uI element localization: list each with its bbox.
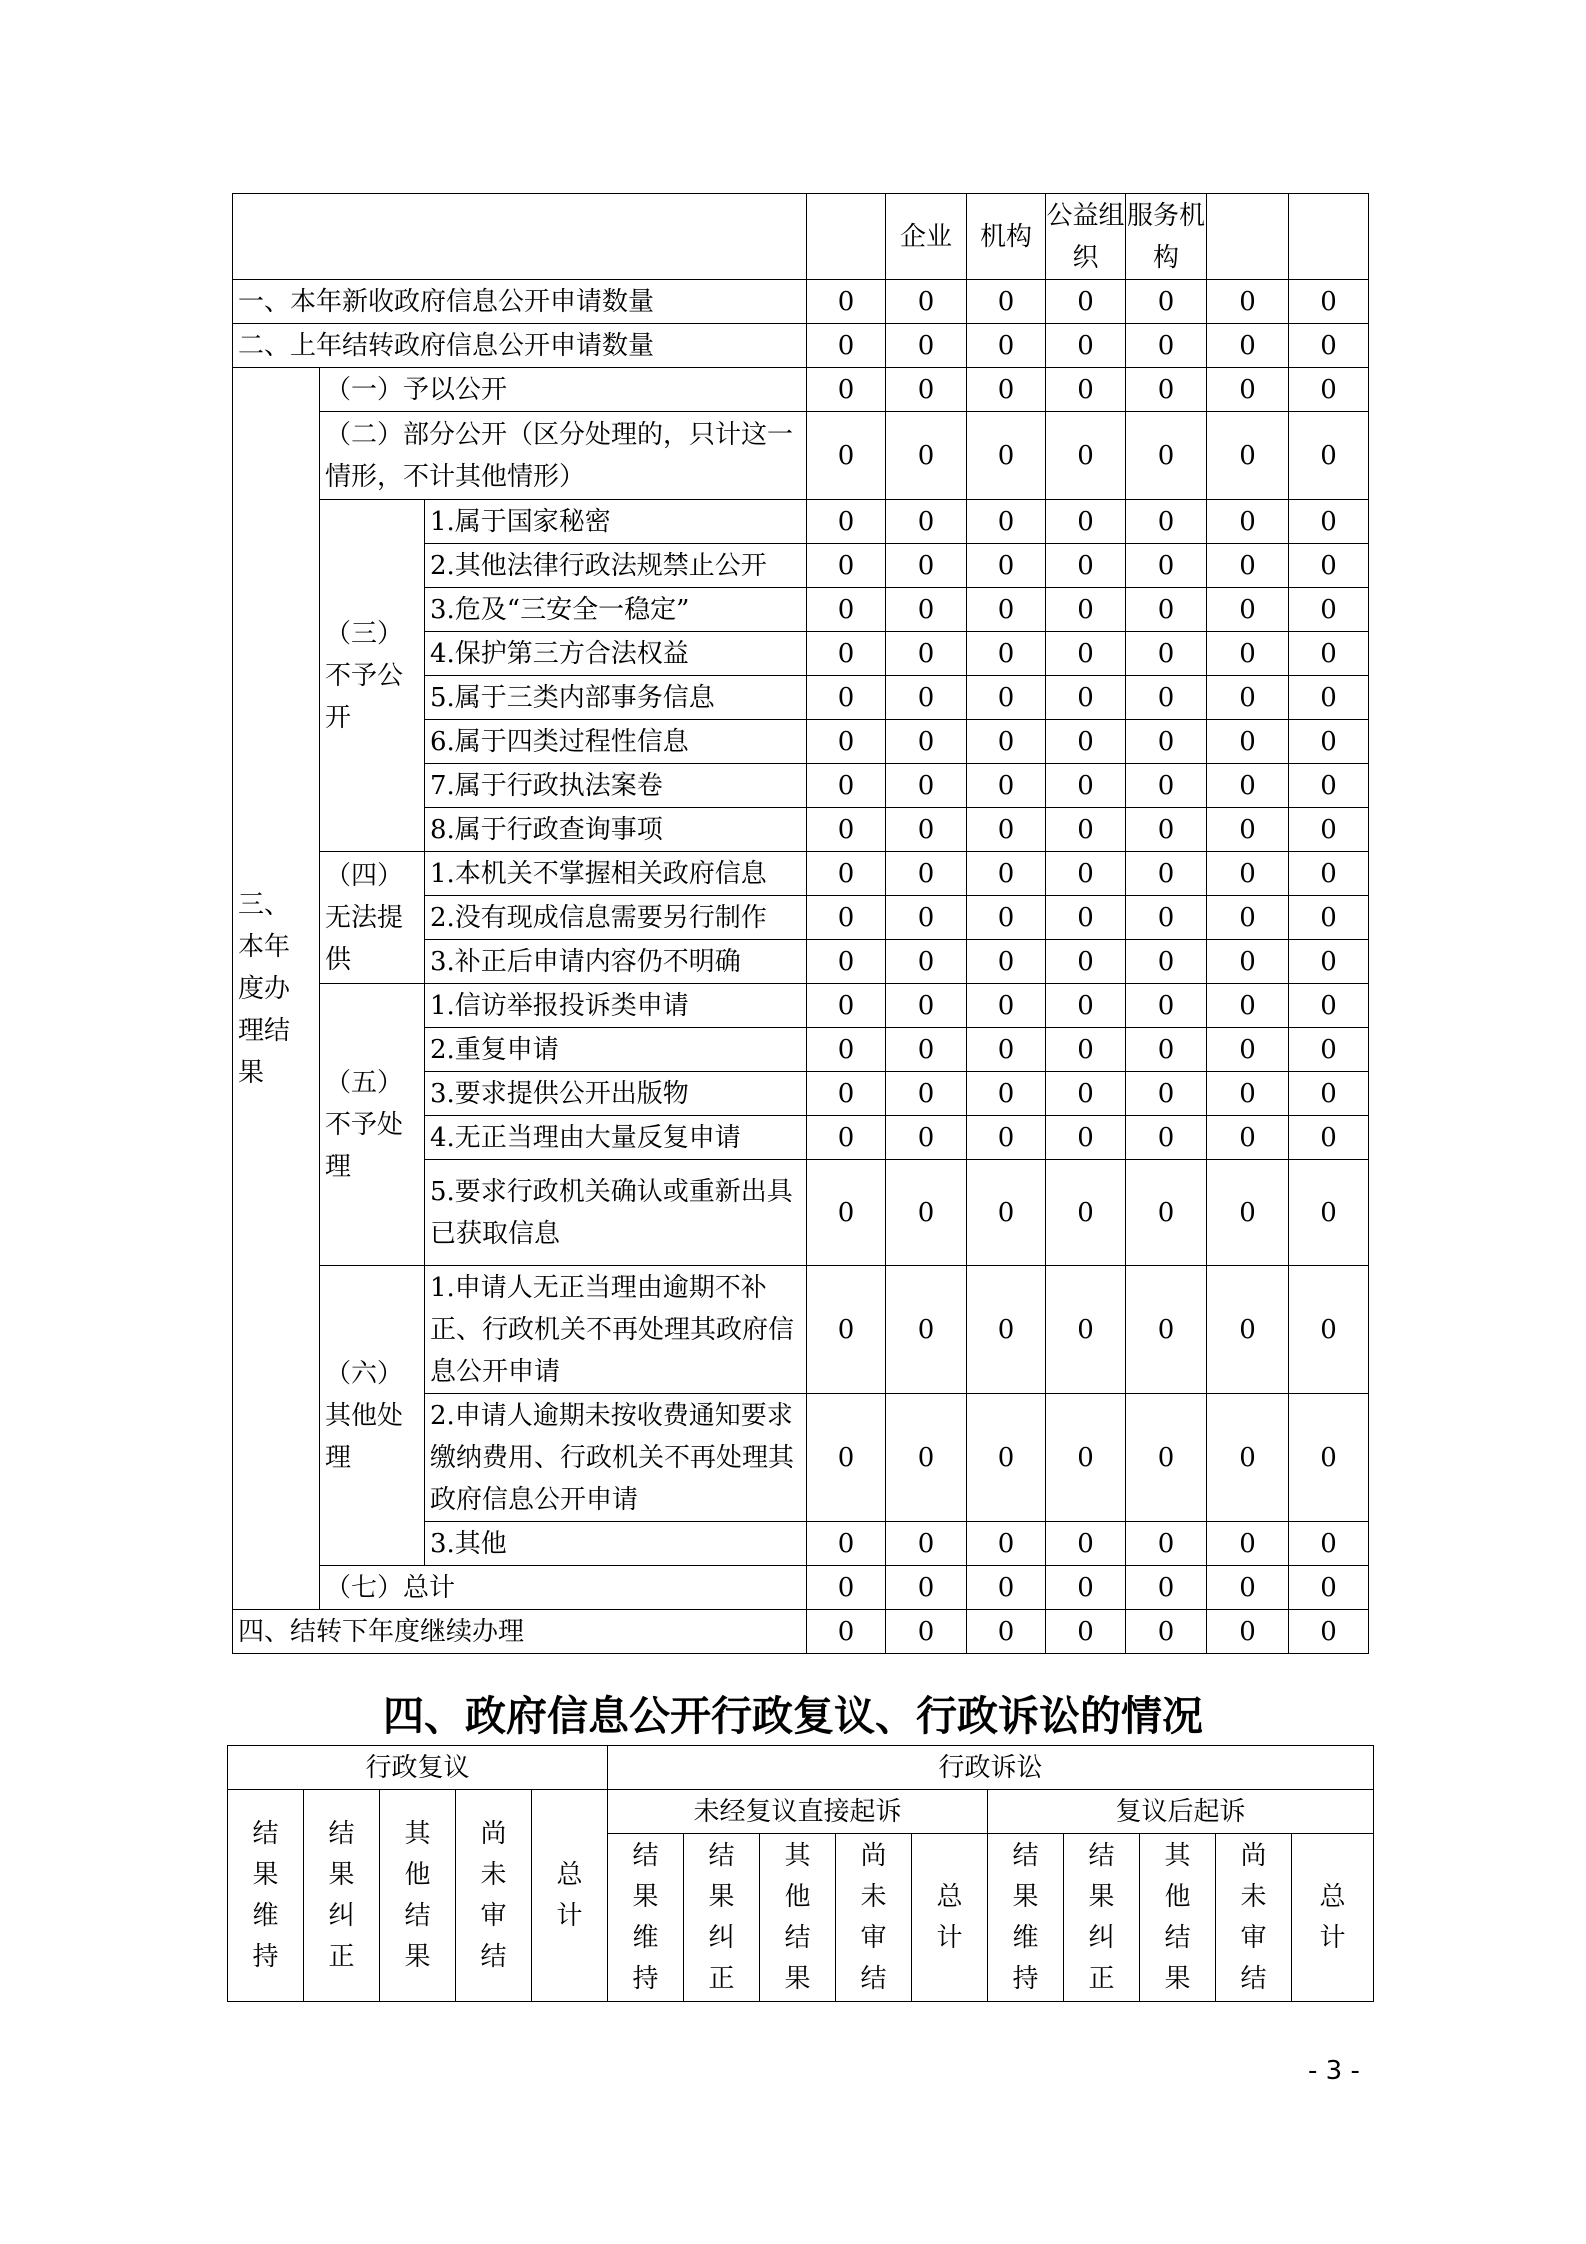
value-cell: 0 bbox=[1289, 324, 1369, 368]
value-cell: 0 bbox=[807, 940, 886, 984]
value-cell: 0 bbox=[1289, 764, 1369, 808]
value-cell: 0 bbox=[1126, 1394, 1207, 1522]
value-cell: 0 bbox=[1046, 764, 1126, 808]
value-cell: 0 bbox=[1289, 500, 1369, 544]
value-cell: 0 bbox=[1046, 808, 1126, 852]
value-cell: 0 bbox=[886, 720, 967, 764]
row-label: 四、结转下年度继续办理 bbox=[233, 1610, 807, 1654]
value-cell: 0 bbox=[967, 1394, 1046, 1522]
page-number: - 3 - bbox=[1308, 2056, 1360, 2086]
value-cell: 0 bbox=[1126, 588, 1207, 632]
value-cell: 0 bbox=[1046, 940, 1126, 984]
after-review-column: 尚 未 审 结 bbox=[1216, 1834, 1292, 2002]
item-label: 7.属于行政执法案卷 bbox=[425, 764, 807, 808]
value-cell: 0 bbox=[967, 500, 1046, 544]
column-header bbox=[1207, 194, 1289, 280]
group-label: （一）予以公开 bbox=[320, 368, 807, 412]
value-cell: 0 bbox=[1289, 1116, 1369, 1160]
value-cell: 0 bbox=[1046, 412, 1126, 500]
value-cell: 0 bbox=[1046, 1072, 1126, 1116]
table-row bbox=[233, 1610, 1369, 1654]
value-cell: 0 bbox=[886, 1394, 967, 1522]
value-cell: 0 bbox=[1126, 1072, 1207, 1116]
value-cell: 0 bbox=[967, 1610, 1046, 1654]
value-cell: 0 bbox=[967, 544, 1046, 588]
value-cell: 0 bbox=[1207, 896, 1289, 940]
review-column: 结 果 纠 正 bbox=[304, 1790, 380, 2002]
value-cell: 0 bbox=[1126, 1160, 1207, 1266]
value-cell: 0 bbox=[886, 1072, 967, 1116]
review-column: 尚 未 审 结 bbox=[456, 1790, 532, 2002]
value-cell: 0 bbox=[1207, 984, 1289, 1028]
value-cell: 0 bbox=[886, 676, 967, 720]
value-cell: 0 bbox=[807, 808, 886, 852]
direct-suit-column: 结 果 纠 正 bbox=[684, 1834, 760, 2002]
value-cell: 0 bbox=[886, 1116, 967, 1160]
value-cell: 0 bbox=[1126, 808, 1207, 852]
direct-suit-column: 结 果 维 持 bbox=[608, 1834, 684, 2002]
value-cell: 0 bbox=[807, 1028, 886, 1072]
direct-suit-column: 其 他 结 果 bbox=[760, 1834, 836, 2002]
value-cell: 0 bbox=[1289, 676, 1369, 720]
after-review-column: 结 果 纠 正 bbox=[1064, 1834, 1140, 2002]
table-row bbox=[228, 1746, 1374, 1790]
value-cell: 0 bbox=[886, 324, 967, 368]
value-cell: 0 bbox=[1046, 588, 1126, 632]
value-cell: 0 bbox=[1046, 632, 1126, 676]
value-cell: 0 bbox=[967, 896, 1046, 940]
table-row bbox=[233, 368, 1369, 412]
row-label: 一、本年新收政府信息公开申请数量 bbox=[233, 280, 807, 324]
value-cell: 0 bbox=[967, 324, 1046, 368]
item-label: 3.危及“三安全一稳定” bbox=[425, 588, 807, 632]
value-cell: 0 bbox=[1207, 720, 1289, 764]
value-cell: 0 bbox=[1207, 368, 1289, 412]
value-cell: 0 bbox=[807, 1610, 886, 1654]
value-cell: 0 bbox=[1126, 896, 1207, 940]
value-cell: 0 bbox=[807, 1116, 886, 1160]
group-label: （三）不予公开 bbox=[320, 500, 425, 852]
value-cell: 0 bbox=[1207, 1566, 1289, 1610]
litigation-header: 行政诉讼 bbox=[608, 1746, 1374, 1790]
value-cell: 0 bbox=[886, 764, 967, 808]
value-cell: 0 bbox=[1207, 1028, 1289, 1072]
value-cell: 0 bbox=[807, 324, 886, 368]
value-cell: 0 bbox=[1046, 896, 1126, 940]
value-cell: 0 bbox=[1046, 1116, 1126, 1160]
value-cell: 0 bbox=[1289, 280, 1369, 324]
value-cell: 0 bbox=[886, 984, 967, 1028]
value-cell: 0 bbox=[1126, 368, 1207, 412]
value-cell: 0 bbox=[1289, 588, 1369, 632]
value-cell: 0 bbox=[967, 984, 1046, 1028]
value-cell: 0 bbox=[1046, 324, 1126, 368]
value-cell: 0 bbox=[1289, 808, 1369, 852]
value-cell: 0 bbox=[1046, 1028, 1126, 1072]
value-cell: 0 bbox=[1289, 412, 1369, 500]
item-label: 6.属于四类过程性信息 bbox=[425, 720, 807, 764]
value-cell: 0 bbox=[967, 1266, 1046, 1394]
value-cell: 0 bbox=[1126, 764, 1207, 808]
item-label: 2.申请人逾期未按收费通知要求缴纳费用、行政机关不再处理其政府信息公开申请 bbox=[425, 1394, 807, 1522]
column-header: 机构 bbox=[967, 194, 1046, 280]
value-cell: 0 bbox=[1207, 764, 1289, 808]
value-cell: 0 bbox=[807, 896, 886, 940]
table-row bbox=[228, 1790, 1374, 1834]
review-column: 其 他 结 果 bbox=[380, 1790, 456, 2002]
value-cell: 0 bbox=[807, 1566, 886, 1610]
value-cell: 0 bbox=[807, 1072, 886, 1116]
value-cell: 0 bbox=[967, 1160, 1046, 1266]
value-cell: 0 bbox=[807, 720, 886, 764]
item-label: 3.补正后申请内容仍不明确 bbox=[425, 940, 807, 984]
value-cell: 0 bbox=[1207, 1522, 1289, 1566]
item-label: 2.其他法律行政法规禁止公开 bbox=[425, 544, 807, 588]
value-cell: 0 bbox=[1207, 676, 1289, 720]
value-cell: 0 bbox=[967, 1116, 1046, 1160]
value-cell: 0 bbox=[1207, 1610, 1289, 1654]
value-cell: 0 bbox=[807, 852, 886, 896]
value-cell: 0 bbox=[967, 808, 1046, 852]
value-cell: 0 bbox=[886, 1266, 967, 1394]
value-cell: 0 bbox=[886, 588, 967, 632]
value-cell: 0 bbox=[1126, 1566, 1207, 1610]
value-cell: 0 bbox=[967, 720, 1046, 764]
value-cell: 0 bbox=[1289, 984, 1369, 1028]
header-blank-cell bbox=[233, 194, 807, 280]
column-header: 公益组织 bbox=[1046, 194, 1126, 280]
item-label: 1.申请人无正当理由逾期不补正、行政机关不再处理其政府信息公开申请 bbox=[425, 1266, 807, 1394]
after-review-column: 其 他 结 果 bbox=[1140, 1834, 1216, 2002]
value-cell: 0 bbox=[886, 1160, 967, 1266]
value-cell: 0 bbox=[1207, 1394, 1289, 1522]
value-cell: 0 bbox=[1046, 720, 1126, 764]
direct-suit-header: 未经复议直接起诉 bbox=[608, 1790, 988, 1834]
item-label: 1.信访举报投诉类申请 bbox=[425, 984, 807, 1028]
value-cell: 0 bbox=[1126, 412, 1207, 500]
after-review-column: 结 果 维 持 bbox=[988, 1834, 1064, 2002]
value-cell: 0 bbox=[1289, 720, 1369, 764]
value-cell: 0 bbox=[807, 500, 886, 544]
value-cell: 0 bbox=[807, 1160, 886, 1266]
value-cell: 0 bbox=[807, 368, 886, 412]
value-cell: 0 bbox=[1289, 852, 1369, 896]
table-row bbox=[233, 1566, 1369, 1610]
value-cell: 0 bbox=[886, 808, 967, 852]
direct-suit-column: 尚 未 审 结 bbox=[836, 1834, 912, 2002]
review-column: 总 计 bbox=[532, 1790, 608, 2002]
value-cell: 0 bbox=[807, 280, 886, 324]
value-cell: 0 bbox=[1289, 368, 1369, 412]
item-label: 5.要求行政机关确认或重新出具已获取信息 bbox=[425, 1160, 807, 1266]
value-cell: 0 bbox=[1126, 852, 1207, 896]
value-cell: 0 bbox=[807, 984, 886, 1028]
application-stats-table bbox=[232, 193, 1369, 1654]
value-cell: 0 bbox=[886, 896, 967, 940]
value-cell: 0 bbox=[967, 280, 1046, 324]
value-cell: 0 bbox=[1126, 1116, 1207, 1160]
value-cell: 0 bbox=[807, 764, 886, 808]
item-label: 3.其他 bbox=[425, 1522, 807, 1566]
value-cell: 0 bbox=[967, 764, 1046, 808]
table-row bbox=[233, 1266, 1369, 1394]
value-cell: 0 bbox=[1126, 632, 1207, 676]
value-cell: 0 bbox=[1289, 544, 1369, 588]
value-cell: 0 bbox=[1046, 544, 1126, 588]
value-cell: 0 bbox=[1207, 1160, 1289, 1266]
value-cell: 0 bbox=[886, 632, 967, 676]
value-cell: 0 bbox=[1046, 984, 1126, 1028]
value-cell: 0 bbox=[1207, 324, 1289, 368]
value-cell: 0 bbox=[967, 1566, 1046, 1610]
value-cell: 0 bbox=[886, 1028, 967, 1072]
value-cell: 0 bbox=[886, 544, 967, 588]
column-header bbox=[807, 194, 886, 280]
value-cell: 0 bbox=[1289, 1394, 1369, 1522]
value-cell: 0 bbox=[1289, 940, 1369, 984]
column-header: 服务机构 bbox=[1126, 194, 1207, 280]
value-cell: 0 bbox=[1046, 1522, 1126, 1566]
value-cell: 0 bbox=[1289, 632, 1369, 676]
value-cell: 0 bbox=[1289, 1522, 1369, 1566]
value-cell: 0 bbox=[886, 368, 967, 412]
group-label: （二）部分公开（区分处理的，只计这一情形，不计其他情形） bbox=[320, 412, 807, 500]
item-label: 4.保护第三方合法权益 bbox=[425, 632, 807, 676]
value-cell: 0 bbox=[1126, 280, 1207, 324]
value-cell: 0 bbox=[807, 544, 886, 588]
value-cell: 0 bbox=[1289, 1072, 1369, 1116]
value-cell: 0 bbox=[1207, 1072, 1289, 1116]
value-cell: 0 bbox=[1289, 896, 1369, 940]
item-label: 2.没有现成信息需要另行制作 bbox=[425, 896, 807, 940]
value-cell: 0 bbox=[807, 1522, 886, 1566]
value-cell: 0 bbox=[886, 940, 967, 984]
value-cell: 0 bbox=[967, 1522, 1046, 1566]
value-cell: 0 bbox=[967, 852, 1046, 896]
value-cell: 0 bbox=[967, 368, 1046, 412]
value-cell: 0 bbox=[967, 588, 1046, 632]
review-column: 结 果 维 持 bbox=[228, 1790, 304, 2002]
group-label: （四）无法提供 bbox=[320, 852, 425, 984]
table-row bbox=[233, 852, 1369, 896]
value-cell: 0 bbox=[1126, 940, 1207, 984]
value-cell: 0 bbox=[1207, 544, 1289, 588]
value-cell: 0 bbox=[1207, 940, 1289, 984]
value-cell: 0 bbox=[1289, 1160, 1369, 1266]
value-cell: 0 bbox=[967, 940, 1046, 984]
item-label: 3.要求提供公开出版物 bbox=[425, 1072, 807, 1116]
table-row bbox=[233, 412, 1369, 500]
value-cell: 0 bbox=[1207, 632, 1289, 676]
review-litigation-table bbox=[227, 1745, 1374, 2002]
group-label: （六）其他处理 bbox=[320, 1266, 425, 1566]
value-cell: 0 bbox=[807, 412, 886, 500]
value-cell: 0 bbox=[1046, 1160, 1126, 1266]
column-header: 企业 bbox=[886, 194, 967, 280]
value-cell: 0 bbox=[967, 412, 1046, 500]
review-header: 行政复议 bbox=[228, 1746, 608, 1790]
item-label: 5.属于三类内部事务信息 bbox=[425, 676, 807, 720]
value-cell: 0 bbox=[1207, 1266, 1289, 1394]
value-cell: 0 bbox=[1046, 1610, 1126, 1654]
item-label: 4.无正当理由大量反复申请 bbox=[425, 1116, 807, 1160]
value-cell: 0 bbox=[1126, 1266, 1207, 1394]
value-cell: 0 bbox=[1046, 676, 1126, 720]
section-label: 三、本年度办理结果 bbox=[233, 368, 320, 1610]
value-cell: 0 bbox=[1126, 1522, 1207, 1566]
value-cell: 0 bbox=[886, 1566, 967, 1610]
after-review-header: 复议后起诉 bbox=[988, 1790, 1374, 1834]
value-cell: 0 bbox=[1207, 808, 1289, 852]
item-label: 1.本机关不掌握相关政府信息 bbox=[425, 852, 807, 896]
value-cell: 0 bbox=[807, 588, 886, 632]
value-cell: 0 bbox=[1126, 720, 1207, 764]
value-cell: 0 bbox=[1126, 324, 1207, 368]
direct-suit-column: 总 计 bbox=[912, 1834, 988, 2002]
value-cell: 0 bbox=[1207, 280, 1289, 324]
value-cell: 0 bbox=[886, 280, 967, 324]
item-label: 2.重复申请 bbox=[425, 1028, 807, 1072]
value-cell: 0 bbox=[1046, 368, 1126, 412]
value-cell: 0 bbox=[1126, 500, 1207, 544]
value-cell: 0 bbox=[807, 1266, 886, 1394]
table-row bbox=[233, 280, 1369, 324]
value-cell: 0 bbox=[1289, 1566, 1369, 1610]
table-row bbox=[233, 324, 1369, 368]
value-cell: 0 bbox=[1046, 500, 1126, 544]
value-cell: 0 bbox=[886, 412, 967, 500]
item-label: 1.属于国家秘密 bbox=[425, 500, 807, 544]
value-cell: 0 bbox=[967, 632, 1046, 676]
table-row bbox=[233, 194, 1369, 280]
table-row bbox=[233, 500, 1369, 544]
section-title: 四、政府信息公开行政复议、行政诉讼的情况 bbox=[383, 1692, 1203, 1740]
value-cell: 0 bbox=[1207, 412, 1289, 500]
value-cell: 0 bbox=[1289, 1610, 1369, 1654]
value-cell: 0 bbox=[1207, 1116, 1289, 1160]
value-cell: 0 bbox=[1126, 1028, 1207, 1072]
value-cell: 0 bbox=[1126, 1610, 1207, 1654]
value-cell: 0 bbox=[807, 1394, 886, 1522]
value-cell: 0 bbox=[967, 1072, 1046, 1116]
value-cell: 0 bbox=[1046, 280, 1126, 324]
value-cell: 0 bbox=[1289, 1266, 1369, 1394]
after-review-column: 总 计 bbox=[1292, 1834, 1374, 2002]
value-cell: 0 bbox=[1207, 588, 1289, 632]
value-cell: 0 bbox=[967, 1028, 1046, 1072]
column-header bbox=[1289, 194, 1369, 280]
value-cell: 0 bbox=[1046, 1394, 1126, 1522]
value-cell: 0 bbox=[886, 852, 967, 896]
value-cell: 0 bbox=[1289, 1028, 1369, 1072]
group-label: （五）不予处理 bbox=[320, 984, 425, 1266]
value-cell: 0 bbox=[1207, 852, 1289, 896]
table-row bbox=[233, 984, 1369, 1028]
value-cell: 0 bbox=[886, 1610, 967, 1654]
value-cell: 0 bbox=[967, 676, 1046, 720]
value-cell: 0 bbox=[1046, 1266, 1126, 1394]
value-cell: 0 bbox=[1046, 1566, 1126, 1610]
value-cell: 0 bbox=[1046, 852, 1126, 896]
value-cell: 0 bbox=[1207, 500, 1289, 544]
value-cell: 0 bbox=[886, 500, 967, 544]
item-label: 8.属于行政查询事项 bbox=[425, 808, 807, 852]
value-cell: 0 bbox=[886, 1522, 967, 1566]
value-cell: 0 bbox=[807, 632, 886, 676]
value-cell: 0 bbox=[1126, 984, 1207, 1028]
value-cell: 0 bbox=[1126, 544, 1207, 588]
group-label: （七）总计 bbox=[320, 1566, 807, 1610]
value-cell: 0 bbox=[1126, 676, 1207, 720]
row-label: 二、上年结转政府信息公开申请数量 bbox=[233, 324, 807, 368]
value-cell: 0 bbox=[807, 676, 886, 720]
